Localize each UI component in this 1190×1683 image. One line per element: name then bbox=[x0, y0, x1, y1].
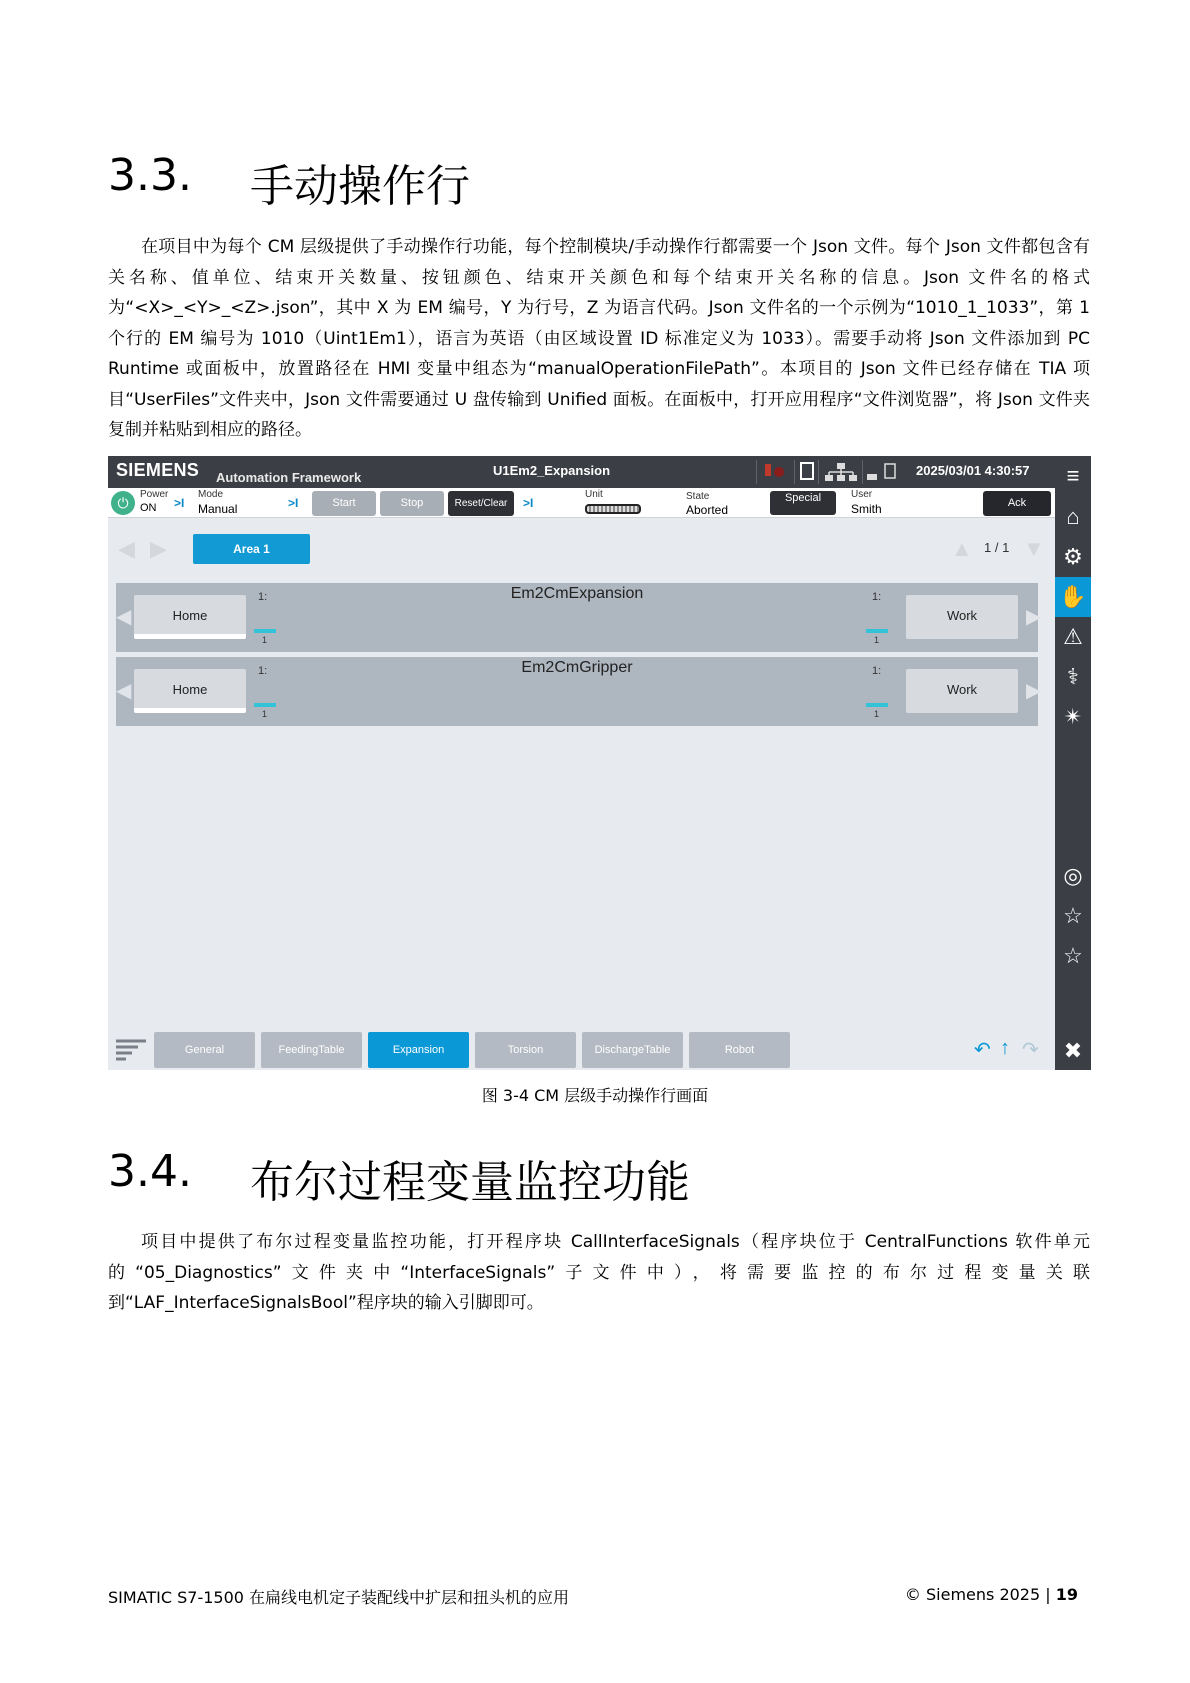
up-arrow-icon[interactable]: ↑ bbox=[1000, 1037, 1010, 1059]
work-indicator bbox=[866, 629, 888, 633]
right-position-number: 1: bbox=[872, 591, 882, 603]
chevron-right-icon[interactable]: >I bbox=[174, 496, 185, 510]
section-3-4-paragraph: 项目中提供了布尔过程变量监控功能，打开程序块 CallInterfaceSignals（程序块位于 CentralFunctions 软件单元的“05_Diagnostics”文件夹中“InterfaceSignals”子文件中），将需要监控的布尔过程变量关联到“LAF_InterfaceSignalsBool”程序块的输入引脚即可。 bbox=[108, 1232, 1090, 1313]
state-value: Aborted bbox=[686, 503, 729, 517]
hmi-screenshot bbox=[108, 456, 1091, 1070]
unit-label: Unit bbox=[585, 489, 603, 500]
left-position-number: 1: bbox=[258, 591, 268, 603]
right-position-number: 1: bbox=[872, 665, 882, 677]
section-number: 3.4. bbox=[108, 1146, 192, 1197]
siemens-logo: SIEMENS bbox=[116, 460, 200, 480]
tools-icon[interactable]: ✖ bbox=[1063, 1038, 1083, 1063]
section-title: 手动操作行 bbox=[250, 161, 470, 212]
start-button[interactable]: Start bbox=[312, 491, 376, 516]
unit-status-bar bbox=[585, 504, 641, 514]
home-indicator bbox=[254, 629, 276, 633]
section-heading-3-4 bbox=[108, 1146, 1008, 1206]
network-icon[interactable] bbox=[818, 460, 862, 484]
page-up-icon[interactable]: ▲ bbox=[951, 536, 973, 561]
row-left-arrow-icon[interactable]: ◀ bbox=[116, 606, 132, 628]
left-sub-number: 1 bbox=[262, 709, 268, 719]
work-button[interactable]: Work bbox=[906, 595, 1018, 639]
page-down-icon[interactable]: ▼ bbox=[1023, 536, 1045, 561]
page-number: 19 bbox=[1055, 1585, 1078, 1604]
home-indicator bbox=[254, 703, 276, 707]
sd-card-icon[interactable] bbox=[794, 460, 818, 484]
work-button[interactable]: Work bbox=[906, 669, 1018, 713]
special-button[interactable] bbox=[770, 491, 836, 515]
row-title: Em2CmGripper bbox=[521, 659, 633, 676]
row-right-arrow-icon[interactable]: ▶ bbox=[1026, 606, 1042, 628]
alarm-icon[interactable] bbox=[756, 460, 794, 484]
stop-button[interactable]: Stop bbox=[380, 491, 444, 516]
network-topology-icon[interactable]: ✴ bbox=[1063, 704, 1083, 729]
section-title: 布尔过程变量监控功能 bbox=[250, 1157, 690, 1208]
page-total: 1 bbox=[1002, 540, 1010, 555]
left-sub-number: 1 bbox=[262, 635, 268, 645]
user-value: Smith bbox=[851, 502, 882, 516]
tab-torsion[interactable]: Torsion bbox=[475, 1032, 576, 1068]
previous-area-icon[interactable]: ◀ bbox=[118, 536, 135, 561]
special-label: Special bbox=[784, 492, 822, 504]
page-current: 1 bbox=[984, 540, 992, 555]
unit-name: U1Em2_Expansion bbox=[493, 463, 611, 478]
section-number: 3.3. bbox=[108, 150, 192, 201]
list-menu-icon[interactable] bbox=[114, 1037, 148, 1063]
mode-label: Mode bbox=[198, 489, 224, 500]
home-button[interactable]: Home bbox=[134, 669, 246, 713]
chevron-right-icon[interactable]: >I bbox=[523, 496, 534, 510]
home-icon[interactable]: ⌂ bbox=[1066, 504, 1080, 529]
page-indicator: 1 / 1 bbox=[984, 540, 1010, 555]
area-1-button[interactable]: Area 1 bbox=[193, 534, 310, 564]
manual-operation-row bbox=[116, 583, 1042, 652]
date-time: 2025/03/01 4:30:57 bbox=[916, 463, 1030, 478]
diagnostics-stethoscope-icon[interactable]: ⚕ bbox=[1067, 664, 1079, 689]
row-left-arrow-icon[interactable]: ◀ bbox=[116, 680, 132, 702]
mode-value: Manual bbox=[198, 502, 238, 516]
status-icons bbox=[756, 456, 906, 488]
footer-copyright bbox=[905, 1585, 1078, 1604]
app-title: Automation Framework bbox=[216, 470, 362, 485]
row-title: Em2CmExpansion bbox=[510, 585, 644, 602]
favorite-star-icon[interactable]: ☆ bbox=[1063, 903, 1083, 928]
home-button[interactable]: Home bbox=[134, 595, 246, 639]
area-nav-row bbox=[108, 528, 1055, 568]
figure-caption: 图 3-4 CM 层级手动操作行画面 bbox=[481, 1086, 709, 1105]
tab-feedingtable[interactable]: FeedingTable bbox=[261, 1032, 362, 1068]
work-indicator bbox=[866, 703, 888, 707]
tab-dischargetable[interactable]: DischargeTable bbox=[582, 1032, 683, 1068]
chevron-right-icon[interactable]: >I bbox=[288, 496, 299, 510]
redo-icon[interactable]: ↷ bbox=[1022, 1039, 1039, 1061]
favorite-star-icon[interactable]: ☆ bbox=[1063, 943, 1083, 968]
undo-icon[interactable]: ↶ bbox=[974, 1039, 991, 1061]
copyright-text: © Siemens 2025 | bbox=[904, 1585, 1051, 1604]
left-position-number: 1: bbox=[258, 665, 268, 677]
tab-expansion[interactable]: Expansion bbox=[368, 1032, 469, 1068]
tab-robot[interactable]: Robot bbox=[689, 1032, 790, 1068]
hand-manual-icon[interactable]: ✋ bbox=[1055, 577, 1091, 617]
manual-operation-row bbox=[116, 657, 1042, 726]
right-sub-number: 1 bbox=[874, 635, 880, 645]
tab-general[interactable]: General bbox=[154, 1032, 255, 1068]
footer-document-title: SIMATIC S7-1500 在扁线电机定子装配线中扩层和扭头机的应用 bbox=[108, 1588, 570, 1607]
settings-tool-icon[interactable]: ⚙ bbox=[1063, 544, 1083, 569]
hamburger-menu-icon[interactable]: ≡ bbox=[1066, 463, 1080, 488]
hmi-topbar bbox=[108, 456, 1055, 488]
hmi-sidebar bbox=[1055, 456, 1091, 1070]
power-value: ON bbox=[140, 502, 157, 514]
state-label: State bbox=[686, 491, 710, 502]
alarm-warning-icon[interactable]: ⚠ bbox=[1063, 624, 1083, 649]
right-sub-number: 1 bbox=[874, 709, 880, 719]
connection-icon[interactable] bbox=[862, 460, 902, 484]
power-button[interactable]: ⏻ bbox=[111, 491, 135, 515]
language-globe-icon[interactable]: ◎ bbox=[1063, 863, 1083, 888]
row-right-arrow-icon[interactable]: ▶ bbox=[1026, 680, 1042, 702]
user-label: User bbox=[851, 489, 873, 500]
bottom-tab-bar bbox=[108, 1029, 1055, 1070]
power-label: Power bbox=[140, 489, 169, 500]
hmi-control-bar bbox=[108, 488, 1055, 518]
ack-button[interactable]: Ack bbox=[983, 491, 1051, 516]
section-3-3-paragraph: 在项目中为每个 CM 层级提供了手动操作行功能，每个控制模块/手动操作行都需要一个 Json 文件。每个 Json 文件都包含有关名称、值单位、结束开关数量、按钮颜色、结束开关颜色和每个结束开关名称的信息。Json 文件名的格式为“<X>_<Y>_<Z>.json”，其中 X 为 EM 编号，Y 为行号，Z 为语言代码。Json 文件名的一个示例为“1010_1_1033”，第 1 个行的 EM 编号为 1010（Uint1Em1），语言为英语（由区域设置 ID 标准定义为 1033）。需要手动将 Json 文件添加到 PC Runtime 或面板中，放置路径在 HMI 变量中组态为“manualOperationFilePath”。本项目的 Json 文件已经存储在 TIA 项目“UserFiles”文件夹中，Json 文件需要通过 U 盘传输到 Unified 面板。在面板中，打开应用程序“文件浏览器”，将 Json 文件夹复制并粘贴到相应的路径。 bbox=[108, 237, 1090, 440]
reset-clear-button[interactable]: Reset/Clear bbox=[448, 491, 514, 516]
next-area-icon[interactable]: ▶ bbox=[150, 536, 167, 561]
section-heading-3-3 bbox=[108, 150, 1008, 210]
